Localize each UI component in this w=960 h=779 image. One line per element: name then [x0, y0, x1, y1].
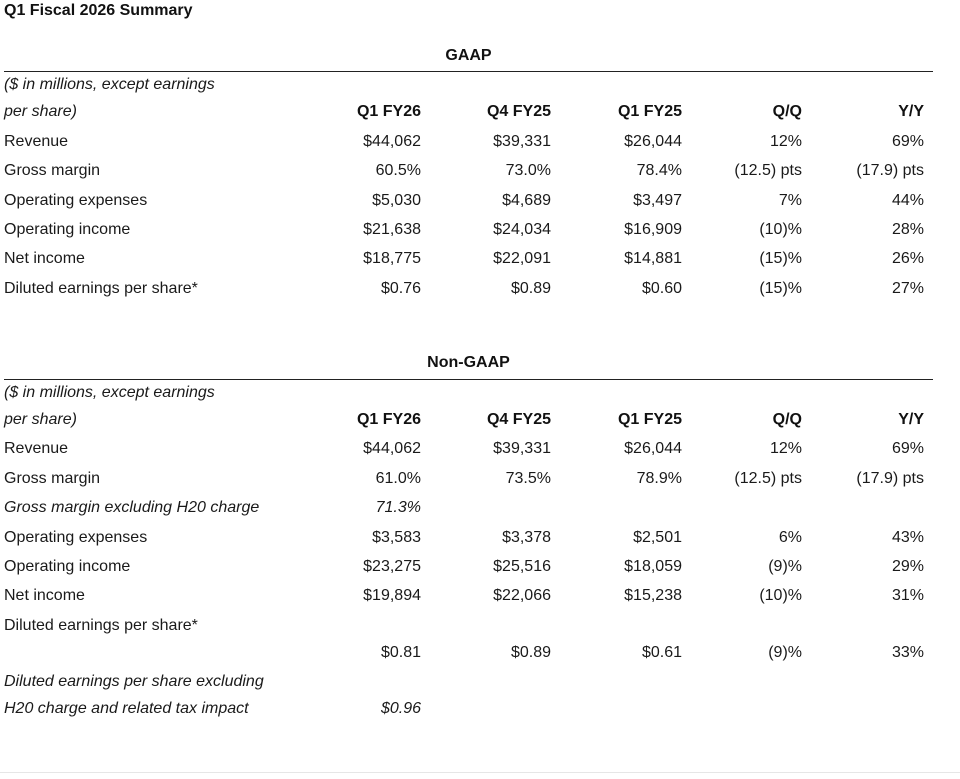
cell: $14,881 [624, 250, 682, 267]
cell: $0.96 [380, 700, 421, 717]
cell: 12% [769, 440, 802, 457]
row-label: Operating expenses [4, 192, 148, 209]
cell: $22,091 [493, 250, 551, 267]
row-label: Gross margin excluding H20 charge [4, 499, 260, 516]
cell: $19,894 [363, 587, 421, 604]
cell: $25,516 [493, 558, 551, 575]
cell: 7% [778, 192, 802, 209]
cell: 44% [891, 192, 924, 209]
row-label: Revenue [4, 133, 69, 150]
row-label: Revenue [4, 440, 69, 457]
table-row [4, 673, 933, 702]
table-row [4, 558, 933, 587]
cell: 43% [891, 529, 924, 546]
row-label-2: H20 charge and related tax impact [4, 700, 249, 717]
cell: 28% [891, 221, 924, 238]
cell: 69% [891, 440, 924, 457]
cell: (9)% [768, 644, 802, 661]
gaap-header-row [4, 103, 933, 132]
cell: 73.5% [505, 470, 551, 487]
table-row [4, 529, 933, 558]
gaap-col-yy: Y/Y [898, 103, 924, 120]
cell: (17.9) pts [856, 162, 924, 179]
row-label: Diluted earnings per share* [4, 280, 198, 297]
cell: 6% [778, 529, 802, 546]
cell: (12.5) pts [734, 470, 802, 487]
row-label: Operating income [4, 221, 131, 238]
cell: (17.9) pts [856, 470, 924, 487]
cell: $3,378 [502, 529, 551, 546]
cell: (10)% [759, 587, 802, 604]
cell: $21,638 [363, 221, 421, 238]
cell: $0.89 [510, 280, 551, 297]
gaap-heading: GAAP [445, 47, 492, 64]
cell: 60.5% [375, 162, 421, 179]
table-row [4, 221, 933, 250]
table-row [4, 440, 933, 469]
cell: 29% [891, 558, 924, 575]
cell: $0.89 [510, 644, 551, 661]
row-label: Operating expenses [4, 529, 148, 546]
gaap-col-q1fy25: Q1 FY25 [617, 103, 682, 120]
cell: 12% [769, 133, 802, 150]
cell: 78.9% [636, 470, 682, 487]
cell: 61.0% [375, 470, 421, 487]
table-row [4, 617, 933, 646]
cell: $0.61 [641, 644, 682, 661]
cell: 73.0% [505, 162, 551, 179]
row-label: Gross margin [4, 162, 101, 179]
cell: (15)% [759, 280, 802, 297]
cell: 78.4% [636, 162, 682, 179]
table-row [4, 250, 933, 279]
gaap-units-label-2: per share) [4, 103, 77, 120]
table-row [4, 280, 933, 309]
cell: $39,331 [493, 133, 551, 150]
row-label: Diluted earnings per share* [4, 617, 198, 634]
cell: 69% [891, 133, 924, 150]
gaap-units-label: ($ in millions, except earnings [4, 76, 215, 93]
nongaap-col-q4fy25: Q4 FY25 [486, 411, 551, 428]
cell: $3,497 [633, 192, 682, 209]
table-row [4, 644, 933, 673]
gaap-col-q4fy25: Q4 FY25 [486, 103, 551, 120]
nongaap-units-row [4, 384, 933, 413]
cell: $23,275 [363, 558, 421, 575]
gaap-divider [4, 71, 933, 72]
cell: (15)% [759, 250, 802, 267]
bottom-divider [0, 772, 960, 773]
gaap-units-row [4, 76, 933, 105]
nongaap-units-label-2: per share) [4, 411, 77, 428]
cell: $26,044 [624, 440, 682, 457]
cell: $16,909 [624, 221, 682, 238]
cell: $0.76 [380, 280, 421, 297]
row-label: Gross margin [4, 470, 101, 487]
table-row [4, 499, 933, 528]
cell: $4,689 [502, 192, 551, 209]
table-row [4, 133, 933, 162]
cell: 31% [891, 587, 924, 604]
cell: $0.60 [641, 280, 682, 297]
table-row [4, 162, 933, 191]
table-row [4, 700, 933, 729]
cell: (12.5) pts [734, 162, 802, 179]
cell: 26% [891, 250, 924, 267]
table-row [4, 587, 933, 616]
cell: $26,044 [624, 133, 682, 150]
nongaap-heading: Non-GAAP [427, 354, 510, 371]
table-row [4, 470, 933, 499]
cell: $15,238 [624, 587, 682, 604]
nongaap-col-yy: Y/Y [898, 411, 924, 428]
cell: 33% [891, 644, 924, 661]
cell: $0.81 [380, 644, 421, 661]
table-row [4, 192, 933, 221]
cell: $39,331 [493, 440, 551, 457]
cell: $24,034 [493, 221, 551, 238]
row-label: Net income [4, 587, 85, 604]
cell: $3,583 [372, 529, 421, 546]
cell: $18,059 [624, 558, 682, 575]
page-title: Q1 Fiscal 2026 Summary [4, 2, 193, 19]
gaap-col-qq: Q/Q [772, 103, 802, 120]
nongaap-header-row [4, 411, 933, 440]
row-label: Net income [4, 250, 85, 267]
cell: $22,066 [493, 587, 551, 604]
cell: (9)% [768, 558, 802, 575]
cell: 71.3% [375, 499, 421, 516]
gaap-col-q1fy26: Q1 FY26 [356, 103, 421, 120]
cell: $2,501 [633, 529, 682, 546]
cell: (10)% [759, 221, 802, 238]
nongaap-col-q1fy25: Q1 FY25 [617, 411, 682, 428]
nongaap-col-q1fy26: Q1 FY26 [356, 411, 421, 428]
cell: $18,775 [363, 250, 421, 267]
nongaap-col-qq: Q/Q [772, 411, 802, 428]
nongaap-divider [4, 379, 933, 380]
nongaap-units-label: ($ in millions, except earnings [4, 384, 215, 401]
row-label: Diluted earnings per share excluding [4, 673, 264, 690]
cell: $44,062 [363, 133, 421, 150]
cell: $44,062 [363, 440, 421, 457]
row-label: Operating income [4, 558, 131, 575]
cell: 27% [891, 280, 924, 297]
cell: $5,030 [372, 192, 421, 209]
